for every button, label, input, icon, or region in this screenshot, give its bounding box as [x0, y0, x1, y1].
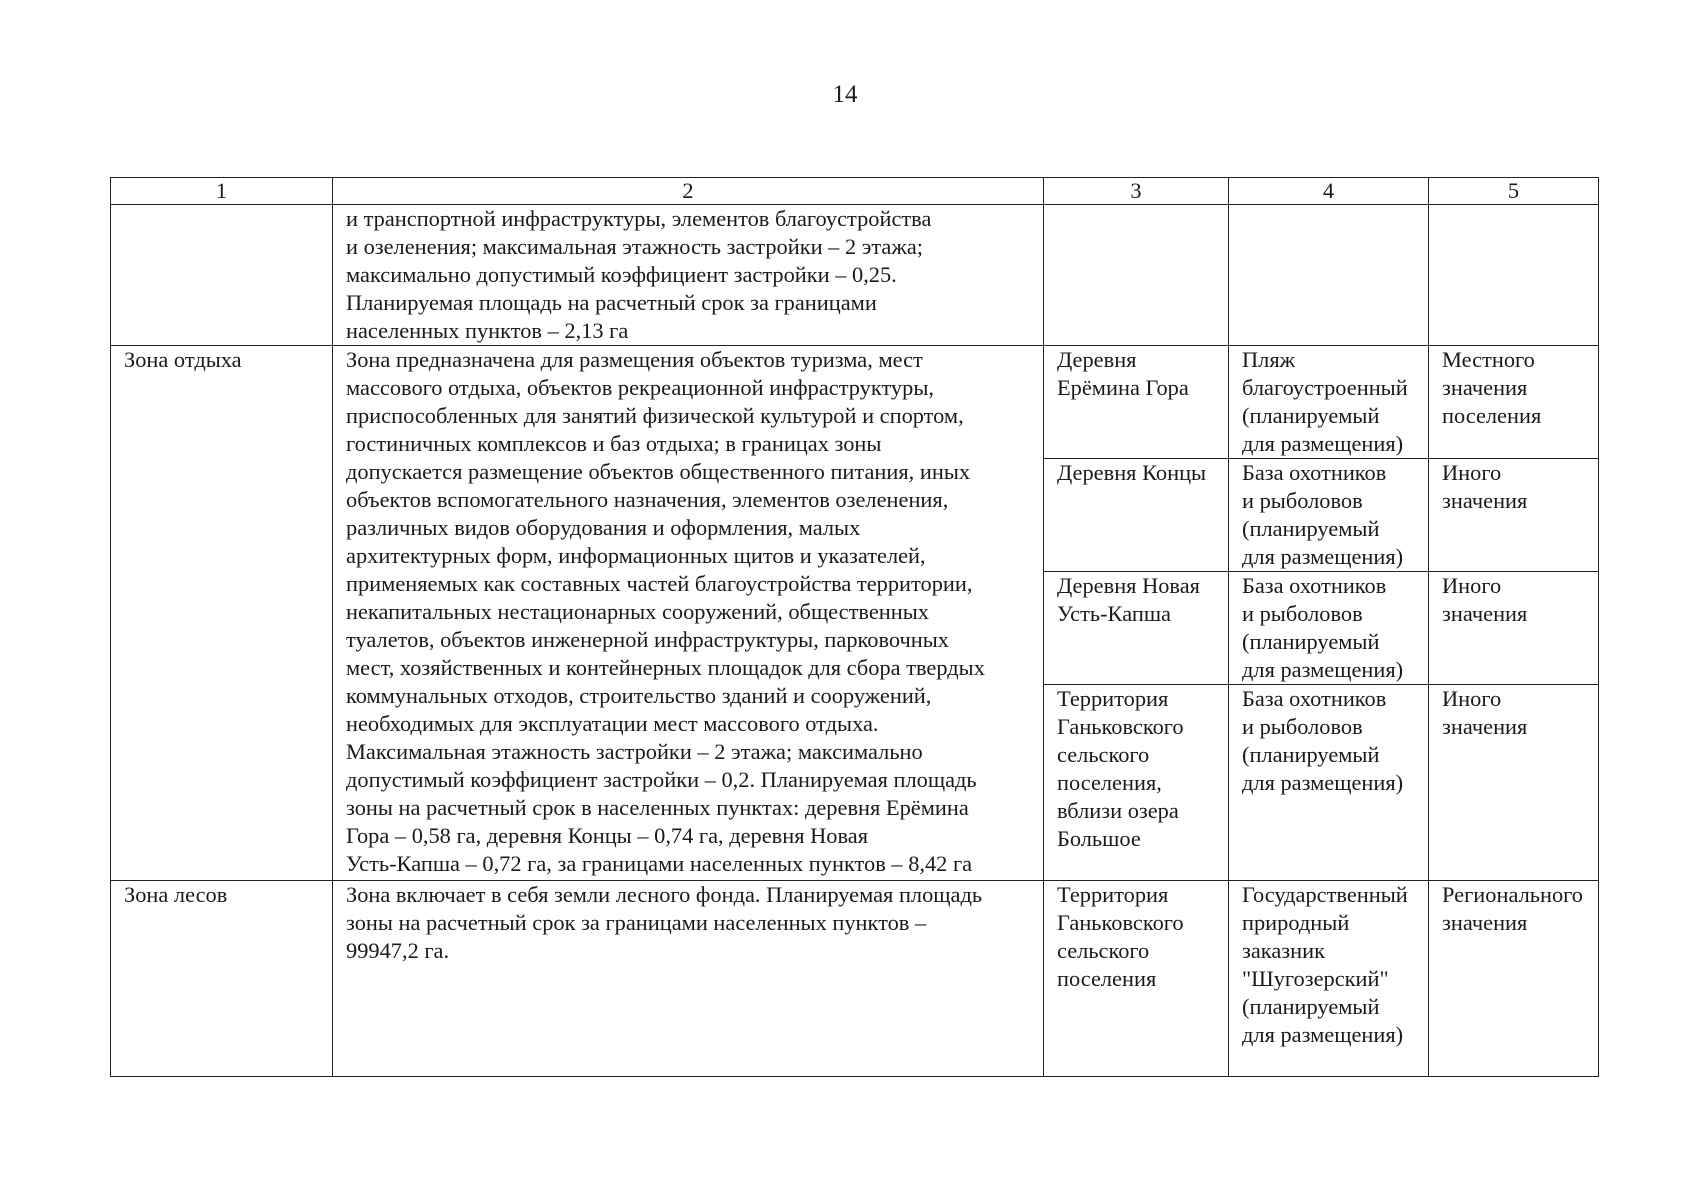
description-line: 99947,2 га. — [346, 938, 450, 963]
significance-line: значения — [1442, 910, 1528, 935]
location-line: вблизи озера — [1057, 798, 1179, 823]
location-line: Ганьковского — [1057, 714, 1184, 739]
location-line: Территория — [1057, 686, 1169, 711]
object-line: (планируемый — [1242, 742, 1380, 767]
description-line: коммунальных отходов, строительство зданий и сооружений, — [346, 683, 932, 708]
location-line: сельского — [1057, 742, 1150, 767]
significance-line: значения — [1442, 375, 1528, 400]
zones-table — [110, 177, 1599, 1077]
significance-line: значения — [1442, 488, 1528, 513]
location-line: Ерёмина Гора — [1057, 375, 1189, 400]
description-line: и озеленения; максимальная этажность застройки – 2 этажа; — [346, 234, 923, 259]
description-line: мест, хозяйственных и контейнерных площадок для сбора твердых — [346, 655, 985, 680]
recreation-zone-name: Зона отдыха — [111, 346, 333, 881]
description-line: массового отдыха, объектов рекреационной инфраструктуры, — [346, 375, 934, 400]
location-line: сельского — [1057, 938, 1150, 963]
forest-zone-row — [111, 881, 1599, 1077]
continuation-object-cell — [1229, 205, 1429, 346]
significance-line: значения — [1442, 714, 1528, 739]
object-line: Пляж — [1242, 347, 1296, 372]
object-significance-cell — [1429, 685, 1599, 881]
description-line: Гора – 0,58 га, деревня Концы – 0,74 га, деревня Новая — [346, 823, 869, 848]
object-significance-cell — [1429, 346, 1599, 459]
recreation-zone-row — [111, 346, 1599, 459]
object-line: для размещения) — [1242, 544, 1404, 569]
header-col-4: 4 — [1229, 178, 1429, 205]
forest-zone-name: Зона лесов — [111, 881, 333, 1077]
object-line: для размещения) — [1242, 431, 1404, 456]
object-name-cell — [1229, 685, 1429, 881]
significance-line: Иного — [1442, 686, 1502, 711]
object-line: Государственный — [1242, 882, 1408, 907]
recreation-zone-description — [333, 346, 1044, 881]
location-line: Деревня — [1057, 347, 1137, 372]
description-line: допускается размещение объектов общественного питания, иных — [346, 459, 971, 484]
continuation-description-cell — [333, 205, 1044, 346]
object-line: и рыболовов — [1242, 714, 1363, 739]
location-line: Ганьковского — [1057, 910, 1184, 935]
description-line: гостиничных комплексов и баз отдыха; в границах зоны — [346, 431, 882, 456]
table-header-row — [111, 178, 1599, 205]
description-line: приспособленных для занятий физической культурой и спортом, — [346, 403, 964, 428]
location-line: поселения, — [1057, 770, 1162, 795]
significance-line: поселения — [1442, 403, 1542, 428]
location-line: Усть-Капша — [1057, 601, 1171, 626]
description-line: Усть-Капша – 0,72 га, за границами населенных пунктов – 8,42 га — [346, 851, 973, 876]
significance-line: Иного — [1442, 460, 1502, 485]
description-line: и транспортной инфраструктуры, элементов благоустройства — [346, 206, 932, 231]
object-name-cell — [1229, 572, 1429, 685]
description-line: объектов вспомогательного назначения, элементов озеленения, — [346, 487, 949, 512]
object-significance-cell — [1429, 459, 1599, 572]
object-line: благоустроенный — [1242, 375, 1408, 400]
description-line: архитектурных форм, информационных щитов и указателей, — [346, 543, 926, 568]
description-line: различных видов оборудования и оформления, малых — [346, 515, 861, 540]
object-location-cell — [1044, 685, 1229, 881]
object-line: заказник — [1242, 938, 1325, 963]
significance-line: Регионального — [1442, 882, 1583, 907]
continuation-significance-cell — [1429, 205, 1599, 346]
description-line: зоны на расчетный срок за границами населенных пунктов – — [346, 910, 927, 935]
description-line: необходимых для эксплуатации мест массового отдыха. — [346, 711, 879, 736]
object-line: "Шугозерский" — [1242, 966, 1389, 991]
description-line: зоны на расчетный срок в населенных пунктах: деревня Ерёмина — [346, 795, 969, 820]
forest-object-cell — [1229, 881, 1429, 1077]
forest-location-cell — [1044, 881, 1229, 1077]
forest-zone-description — [333, 881, 1044, 1077]
object-location-cell — [1044, 572, 1229, 685]
description-line: Максимальная этажность застройки – 2 этажа; максимально — [346, 739, 923, 764]
continuation-row — [111, 205, 1599, 346]
header-col-1: 1 — [111, 178, 333, 205]
object-significance-cell — [1429, 572, 1599, 685]
description-line: населенных пунктов – 2,13 га — [346, 318, 629, 343]
page-number: 14 — [832, 81, 858, 108]
description-line: максимально допустимый коэффициент застройки – 0,25. — [346, 262, 897, 287]
header-col-5: 5 — [1429, 178, 1599, 205]
location-line: Большое — [1057, 826, 1141, 851]
object-line: для размещения) — [1242, 657, 1404, 682]
object-line: База охотников — [1242, 573, 1387, 598]
forest-significance-cell — [1429, 881, 1599, 1077]
object-line: и рыболовов — [1242, 601, 1363, 626]
location-line: Деревня Новая — [1057, 573, 1200, 598]
object-line: природный — [1242, 910, 1350, 935]
object-line: для размещения) — [1242, 1022, 1404, 1047]
description-line: Зона включает в себя земли лесного фонда. Планируемая площадь — [346, 882, 983, 907]
object-line: для размещения) — [1242, 770, 1404, 795]
object-line: База охотников — [1242, 460, 1387, 485]
description-line: Планируемая площадь на расчетный срок за границами — [346, 290, 877, 315]
object-line: (планируемый — [1242, 516, 1380, 541]
description-line: применяемых как составных частей благоустройства территории, — [346, 571, 973, 596]
description-line: Зона предназначена для размещения объектов туризма, мест — [346, 347, 923, 372]
object-name-cell — [1229, 459, 1429, 572]
continuation-location-cell — [1044, 205, 1229, 346]
object-line: и рыболовов — [1242, 488, 1363, 513]
object-location-cell — [1044, 459, 1229, 572]
location-line: Территория — [1057, 882, 1169, 907]
header-col-2: 2 — [333, 178, 1044, 205]
object-line: База охотников — [1242, 686, 1387, 711]
location-line: Деревня Концы — [1057, 460, 1207, 485]
description-line: туалетов, объектов инженерной инфраструктуры, парковочных — [346, 627, 949, 652]
object-line: (планируемый — [1242, 403, 1380, 428]
object-line: (планируемый — [1242, 629, 1380, 654]
location-line: поселения — [1057, 966, 1157, 991]
object-line: (планируемый — [1242, 994, 1380, 1019]
object-name-cell — [1229, 346, 1429, 459]
object-location-cell — [1044, 346, 1229, 459]
significance-line: Местного — [1442, 347, 1535, 372]
description-line: некапитальных нестационарных сооружений, общественных — [346, 599, 929, 624]
significance-line: значения — [1442, 601, 1528, 626]
header-col-3: 3 — [1044, 178, 1229, 205]
description-line: допустимый коэффициент застройки – 0,2. Планируемая площадь — [346, 767, 977, 792]
continuation-zone-cell — [111, 205, 333, 346]
significance-line: Иного — [1442, 573, 1502, 598]
